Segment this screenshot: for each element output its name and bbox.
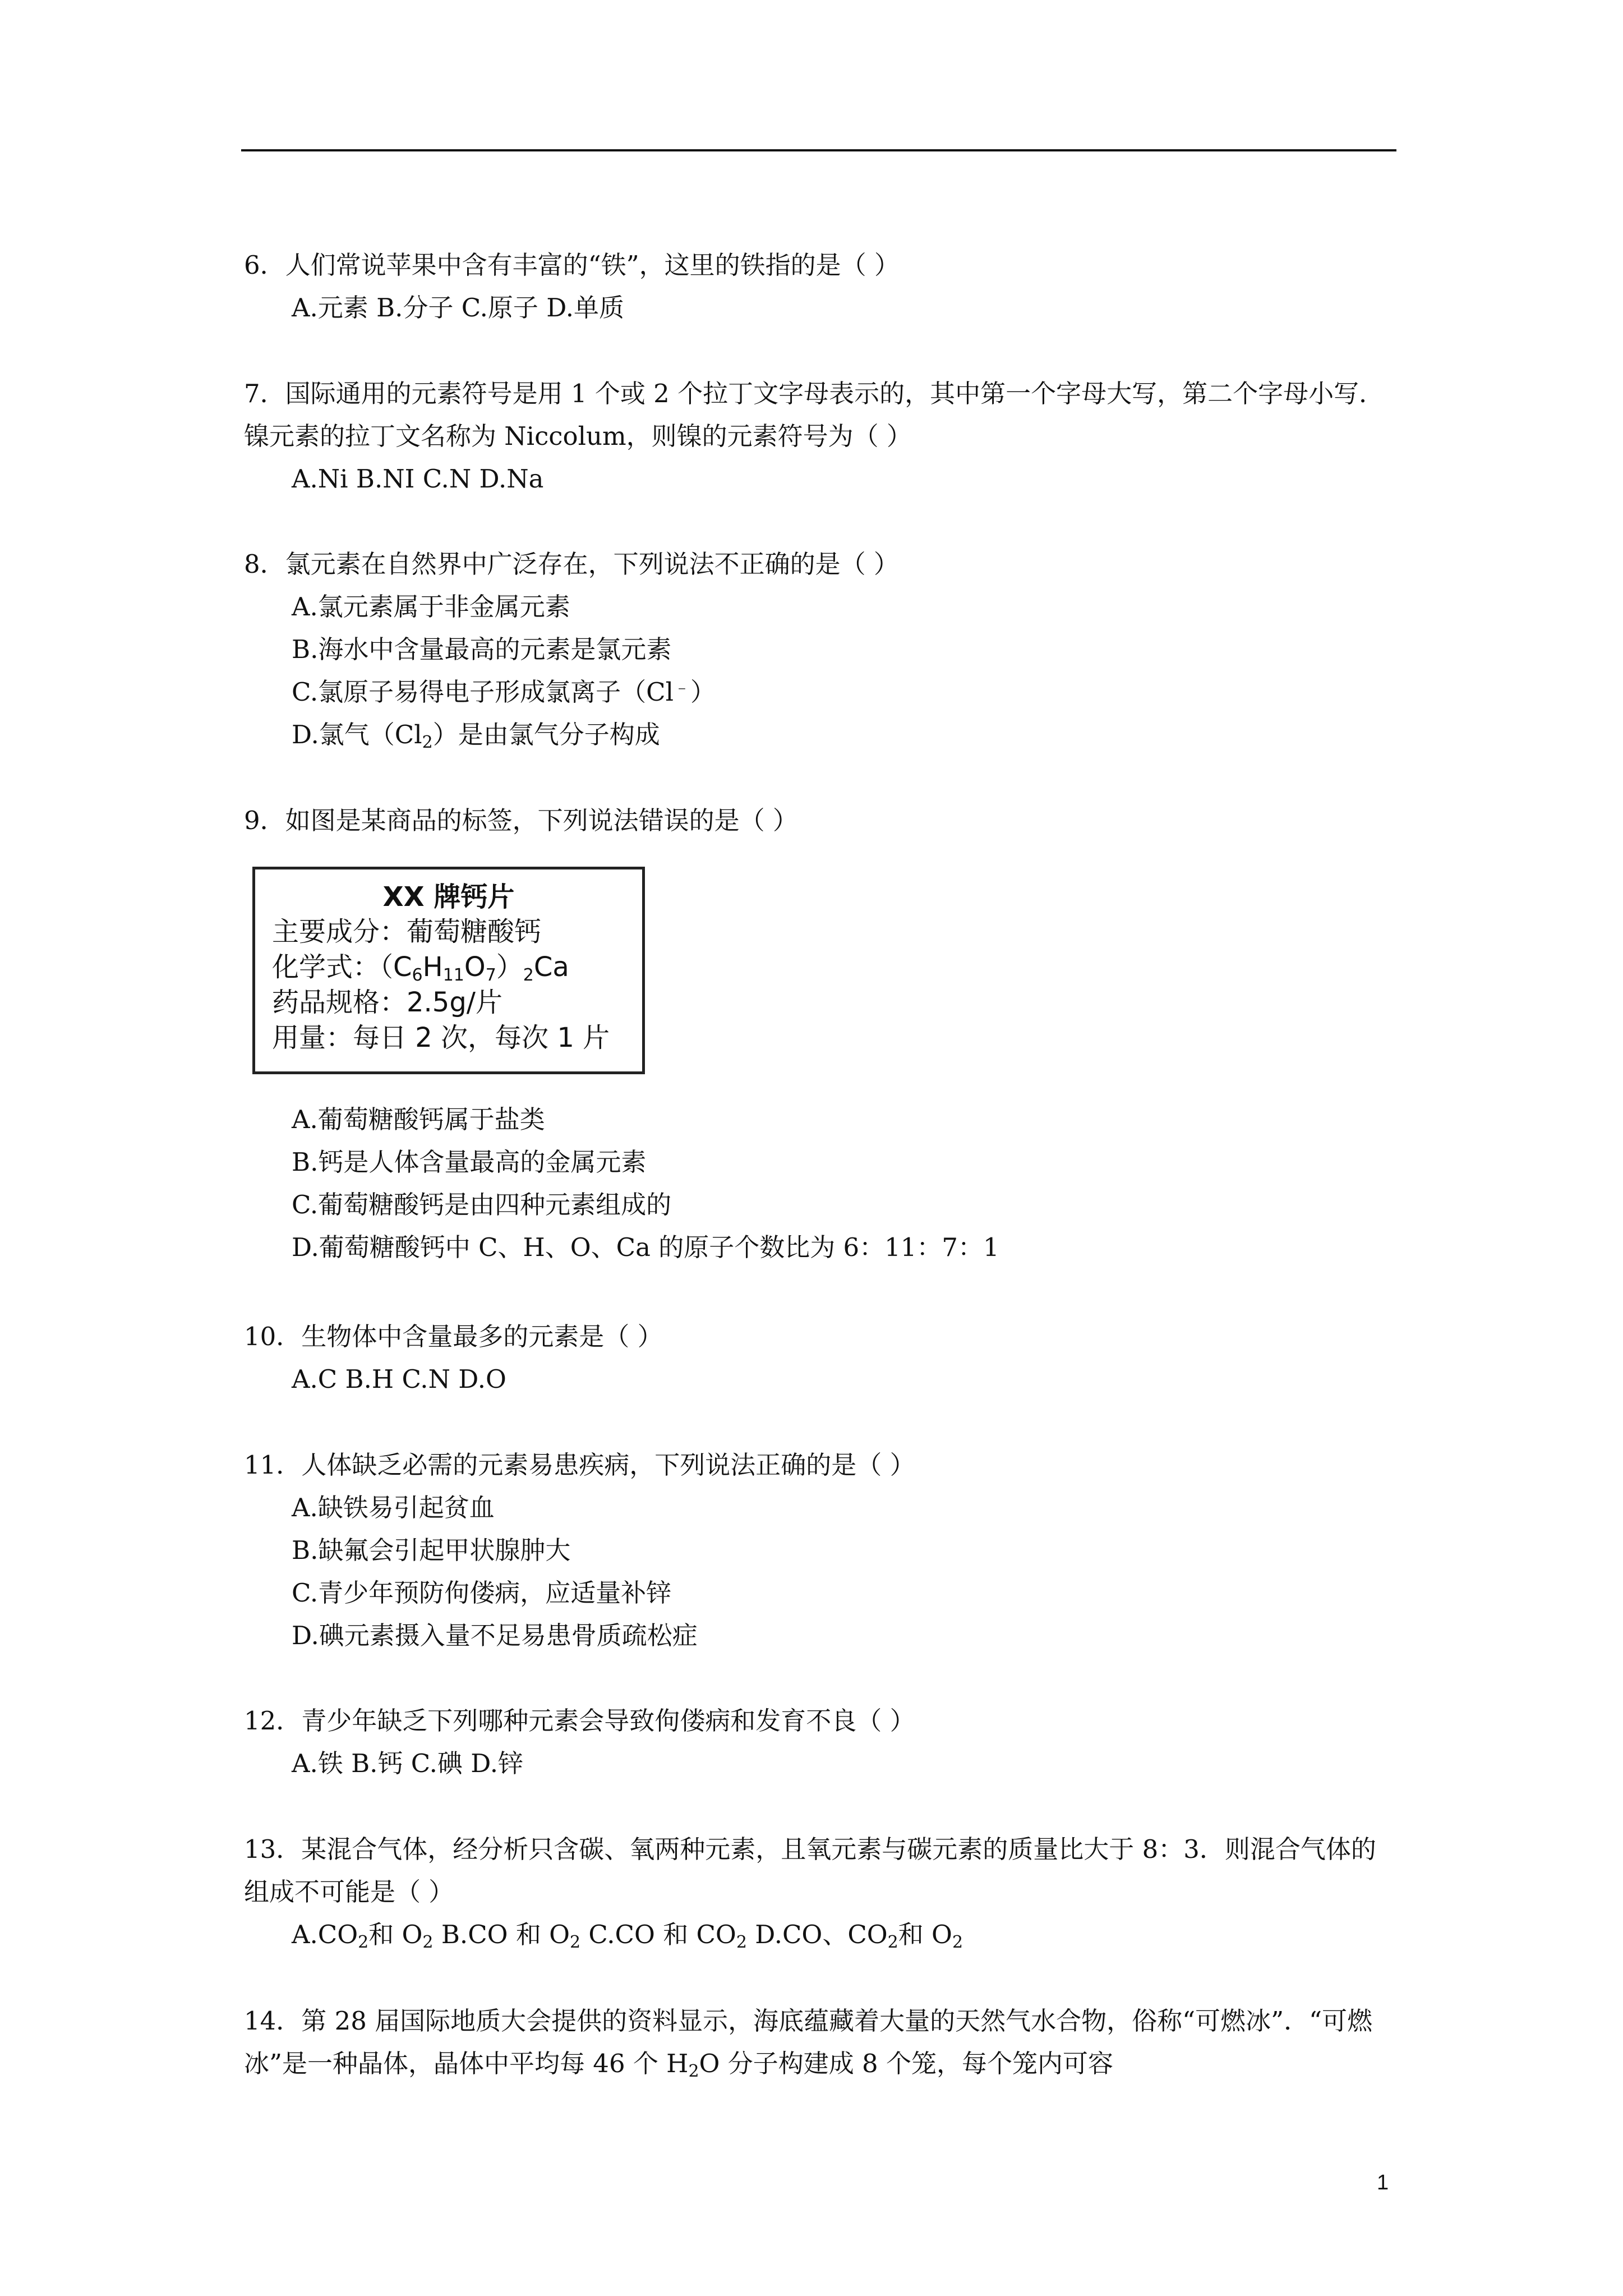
product-label (252, 867, 645, 1074)
question-12-stem: 12．青少年缺乏下列哪种元素会导致佝偻病和发育不良（ ） (244, 1706, 915, 1736)
question-13-options: $A.CO_2$和 $O_2$ B.CO 和 $O_2$ C.CO 和 $CO_2$ D.CO、$CO_2$和 $O_2$ (292, 1920, 963, 1952)
question-14 (244, 2000, 1399, 2085)
question-6 (244, 244, 1399, 329)
header-rule (241, 149, 1396, 151)
question-11 (244, 1444, 1399, 1657)
label-title: XX 牌钙片 (382, 881, 515, 913)
question-11-option-a: A.缺铁易引起贫血 (292, 1493, 495, 1522)
question-9-option-c: C.葡萄糖酸钙是由四种元素组成的 (292, 1190, 672, 1220)
question-9-options (244, 1098, 1399, 1269)
label-ingredient: 主要成分：葡萄糖酸钙 (272, 916, 542, 947)
question-6-stem: 6．人们常说苹果中含有丰富的“铁”，这里的铁指的是（ ） (244, 250, 900, 280)
question-7-options: A.Ni B.NI C.N D.Na (292, 464, 544, 494)
question-14-stem: 14．第 28 届国际地质大会提供的资料显示，海底蕴藏着大量的天然气水合物，俗称“可燃冰”．“可燃冰”是一种晶体，晶体中平均每 46 个 $H_2O$ 分子构建成 8 个笼，每个笼内可容 (244, 2006, 1373, 2081)
question-11-option-c: C.青少年预防佝偻病，应适量补锌 (292, 1578, 672, 1608)
question-9-option-d: D.葡萄糖酸钙中 C、H、O、Ca 的原子个数比为 6：11：7：1 (292, 1232, 999, 1262)
question-12-options: A.铁 B.钙 C.碘 D.锌 (292, 1749, 523, 1778)
question-11-option-b: B.缺氟会引起甲状腺肿大 (292, 1535, 571, 1565)
question-8 (244, 543, 1399, 756)
question-11-stem: 11．人体缺乏必需的元素易患疾病，下列说法正确的是（ ） (244, 1450, 915, 1480)
question-9-stem-block (244, 799, 1399, 842)
question-13 (244, 1828, 1399, 1956)
question-8-option-c: C.氯原子易得电子形成氯离子（Cl﹣） (292, 677, 716, 707)
question-9-option-a: A.葡萄糖酸钙属于盐类 (292, 1105, 545, 1134)
question-13-stem: 13．某混合气体，经分析只含碳、氧两种元素，且氧元素与碳元素的质量比大于 8：3．则混合气体的组成不可能是（ ） (244, 1834, 1376, 1907)
question-11-option-d: D.碘元素摄入量不足易患骨质疏松症 (292, 1621, 698, 1650)
label-spec: 药品规格：2.5g/片 (272, 987, 502, 1018)
question-6-options: A.元素 B.分子 C.原子 D.单质 (292, 293, 624, 323)
label-formula: 化学式：$(C_6H_{11}O_7)_2Ca$ (272, 951, 569, 985)
question-8-option-d: D.氯气$(Cl_2)$是由氯气分子构成 (292, 720, 660, 752)
question-8-option-b: B.海水中含量最高的元素是氯元素 (292, 634, 672, 664)
question-10-options: A.C B.H C.N D.O (292, 1364, 506, 1394)
question-10-stem: 10．生物体中含量最多的元素是（ ） (244, 1322, 663, 1351)
question-10 (244, 1315, 1399, 1401)
question-7-stem: 7．国际通用的元素符号是用 1 个或 2 个拉丁文字母表示的，其中第一个字母大写，第二个字母小写．镍元素的拉丁文名称为 Niccolum，则镍的元素符号为（ ） (244, 379, 1385, 451)
question-8-option-a: A.氯元素属于非金属元素 (292, 592, 570, 622)
question-12 (244, 1700, 1399, 1785)
question-9-option-b: B.钙是人体含量最高的金属元素 (292, 1147, 647, 1177)
page-number: 1 (1377, 2171, 1389, 2194)
question-7 (244, 372, 1399, 500)
label-dosage: 用量：每日 2 次，每次 1 片 (272, 1022, 610, 1053)
question-8-stem: 8．氯元素在自然界中广泛存在，下列说法不正确的是（ ） (244, 549, 899, 579)
question-9-stem: 9．如图是某商品的标签，下列说法错误的是（ ） (244, 806, 798, 835)
